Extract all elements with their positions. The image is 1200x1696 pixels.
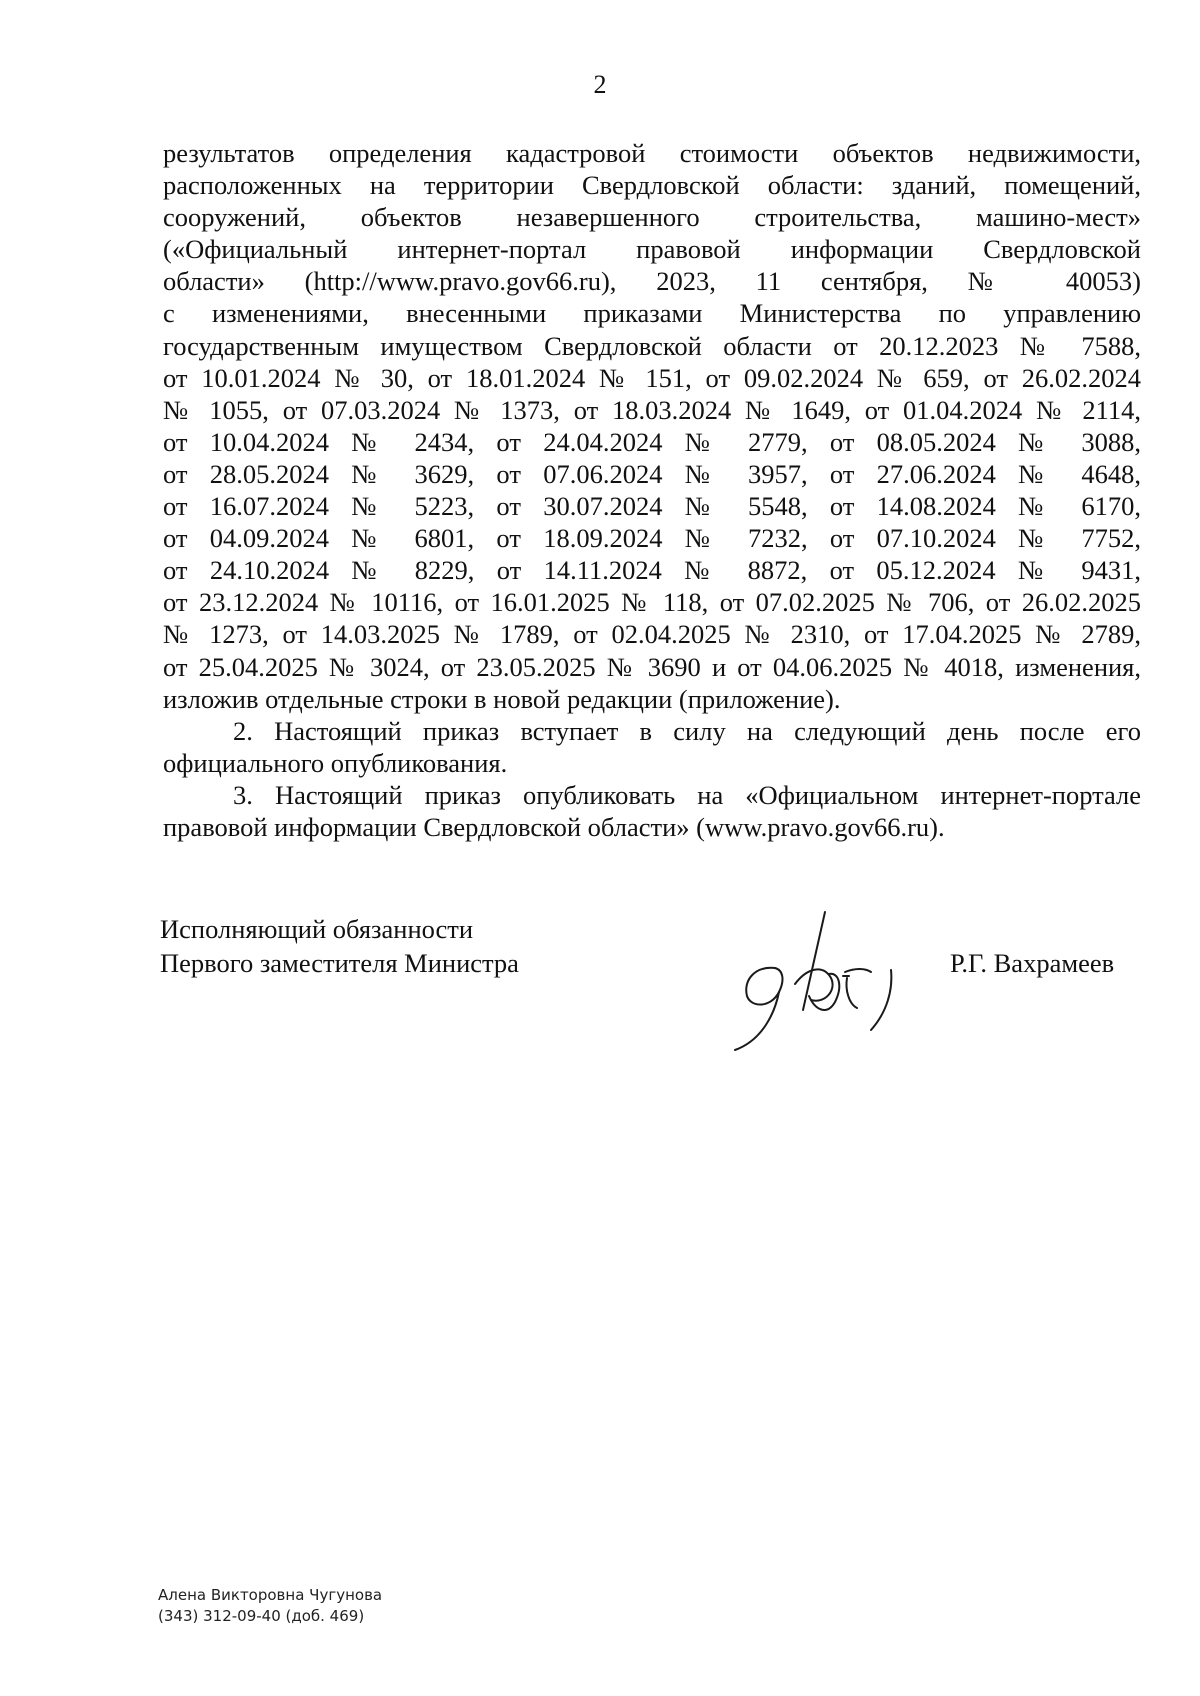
text-line: № 1273, от 14.03.2025 № 1789, от 02.04.2025 № 2310, от 17.04.2025 № 2789, [163, 619, 1141, 650]
text-line: от 25.04.2025 № 3024, от 23.05.2025 № 3690 и от 04.06.2025 № 4018, изменения, [163, 651, 1141, 682]
page-number: 2 [593, 70, 607, 99]
paragraph-3: 3. Настоящий приказ опубликовать на «Официальном интернет-портале правовой информации Свердловской области» (www.pravo.gov66.ru). [163, 779, 1141, 842]
text-line: изложив отдельные строки в новой редакции (приложение). [163, 683, 841, 714]
text-line: области» (http://www.pravo.gov66.ru), 2023, 11 сентября, № 40053) [163, 266, 1141, 297]
text-line: от 10.04.2024 № 2434, от 24.04.2024 № 2779, от 08.05.2024 № 3088, [163, 426, 1141, 457]
text-line: сооружений, объектов незавершенного строительства, машино-мест» [163, 202, 1141, 233]
text-line: с изменениями, внесенными приказами Министерства по управлению [163, 298, 1141, 329]
signer-position-line2: Первого заместителя Министра [160, 948, 519, 978]
text-line: от 04.09.2024 № 6801, от 18.09.2024 № 7232, от 07.10.2024 № 7752, [163, 523, 1141, 554]
handwritten-signature [715, 900, 915, 1060]
executor-phone: (343) 312-09-40 (доб. 469) [158, 1607, 365, 1625]
text-line: от 10.01.2024 № 30, от 18.01.2024 № 151, от 09.02.2024 № 659, от 26.02.2024 [163, 362, 1141, 393]
text-line: расположенных на территории Свердловской области: зданий, помещений, [163, 170, 1141, 201]
text-line: результатов определения кадастровой стоимости объектов недвижимости, [163, 138, 1141, 168]
text-line: от 24.10.2024 № 8229, от 14.11.2024 № 8872, от 05.12.2024 № 9431, [163, 555, 1141, 586]
signer-name: Р.Г. Вахрамеев [950, 948, 1115, 978]
paragraph-1 [163, 137, 1141, 715]
signer-position [160, 912, 519, 980]
text-line: № 1055, от 07.03.2024 № 1373, от 18.03.2024 № 1649, от 01.04.2024 № 2114, [163, 394, 1141, 425]
paragraph-2: 2. Настоящий приказ вступает в силу на следующий день после его официального опубликования. [163, 715, 1141, 778]
document-body [163, 137, 1141, 843]
text-line: от 28.05.2024 № 3629, от 07.06.2024 № 3957, от 27.06.2024 № 4648, [163, 458, 1141, 489]
text-line: от 23.12.2024 № 10116, от 16.01.2025 № 118, от 07.02.2025 № 706, от 26.02.2025 [163, 587, 1141, 618]
footer-executor-info [158, 1585, 382, 1627]
text-line: («Официальный интернет-портал правовой информации Свердловской [163, 234, 1141, 265]
signer-position-line1: Исполняющий обязанности [160, 914, 474, 944]
text-line: государственным имуществом Свердловской области от 20.12.2023 № 7588, [163, 330, 1141, 361]
text-line: от 16.07.2024 № 5223, от 30.07.2024 № 5548, от 14.08.2024 № 6170, [163, 491, 1141, 522]
executor-name: Алена Викторовна Чугунова [158, 1586, 383, 1604]
